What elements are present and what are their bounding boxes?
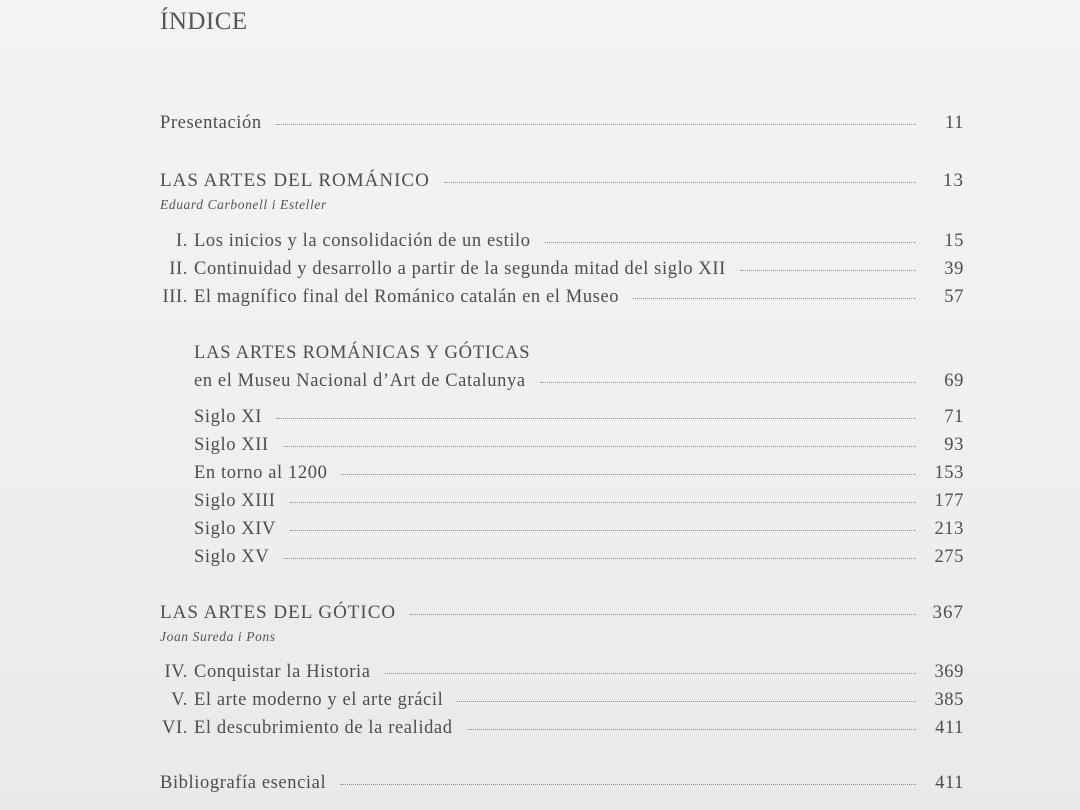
dot-leader [457, 700, 916, 702]
dot-leader [283, 445, 916, 447]
toc-entry-label: Bibliografía esencial [160, 773, 327, 793]
toc-page-number: 385 [934, 690, 964, 710]
chapter-label: Conquistar la Historia [194, 662, 371, 682]
museu-heading: LAS ARTES ROMÁNICAS Y GÓTICAS [194, 343, 531, 363]
museu-subheading: en el Museu Nacional d’Art de Catalunya [194, 371, 526, 391]
toc-chapter [160, 690, 964, 711]
toc-page-number: 177 [934, 491, 964, 511]
toc-page-number: 39 [944, 259, 964, 279]
toc-section-label: LAS ARTES DEL GÓTICO [160, 602, 397, 623]
toc-page-number: 411 [935, 773, 964, 793]
subentry-label: Siglo XIII [194, 491, 276, 511]
toc-page-number: 11 [944, 113, 964, 133]
toc-entry-museu [194, 371, 964, 392]
toc-page-number: 57 [944, 287, 964, 307]
toc-section-romanico [160, 170, 964, 192]
chapter-number: I. [176, 231, 188, 251]
dot-leader [444, 181, 916, 183]
chapter-label: Continuidad y desarrollo a partir de la segunda mitad del siglo XII [194, 259, 726, 279]
toc-subentry [194, 407, 964, 428]
toc-subentry [194, 547, 964, 568]
toc-chapter [160, 662, 964, 683]
toc-page-number: 15 [944, 231, 964, 251]
toc-page-number: 13 [943, 170, 964, 191]
toc-page-number: 71 [944, 407, 964, 427]
dot-leader [290, 501, 916, 503]
dot-leader [290, 529, 916, 531]
chapter-label: El descubrimiento de la realidad [194, 718, 453, 738]
toc-chapter [160, 718, 964, 739]
dot-leader [545, 241, 916, 243]
dot-leader [740, 269, 916, 271]
page-title: ÍNDICE [160, 8, 248, 35]
toc-subentry [194, 435, 964, 456]
toc-chapter [160, 287, 964, 308]
chapter-number: VI. [162, 718, 188, 738]
chapter-number: IV. [164, 662, 188, 682]
toc-subentry [194, 519, 964, 540]
toc-page-number: 153 [934, 463, 964, 483]
section-author: Joan Sureda i Pons [160, 629, 276, 644]
dot-leader [385, 672, 916, 674]
toc-page-number: 367 [932, 602, 964, 623]
toc-subentry [194, 491, 964, 512]
dot-leader [467, 728, 916, 730]
subentry-label: Siglo XIV [194, 519, 276, 539]
toc-entry-label: Presentación [160, 113, 262, 133]
toc-section-label: LAS ARTES DEL ROMÁNICO [160, 170, 430, 191]
chapter-number: V. [171, 690, 188, 710]
subentry-label: Siglo XV [194, 547, 270, 567]
dot-leader [283, 557, 916, 559]
toc-entry-presentacion [160, 113, 964, 134]
section-author: Eduard Carbonell i Esteller [160, 197, 327, 212]
toc-chapter [160, 259, 964, 280]
toc-chapter [160, 231, 964, 252]
toc-page-number: 275 [934, 547, 964, 567]
toc-page-number: 93 [944, 435, 964, 455]
dot-leader [341, 473, 916, 475]
chapter-number: III. [162, 287, 188, 307]
toc-page-number: 69 [944, 371, 964, 391]
dot-leader [276, 417, 916, 419]
toc-page-number: 369 [934, 662, 964, 682]
dot-leader [276, 123, 916, 125]
chapter-label: El arte moderno y el arte grácil [194, 690, 444, 710]
toc-page-number: 213 [934, 519, 964, 539]
chapter-number: II. [169, 259, 188, 279]
dot-leader [410, 613, 916, 615]
toc-section-gotico [160, 602, 964, 624]
subentry-label: Siglo XI [194, 407, 263, 427]
toc-page-number: 411 [935, 718, 964, 738]
dot-leader [540, 381, 916, 383]
dot-leader [340, 783, 916, 785]
chapter-label: Los inicios y la consolidación de un estilo [194, 231, 531, 251]
subentry-label: En torno al 1200 [194, 463, 328, 483]
chapter-label: El magnífico final del Románico catalán en el Museo [194, 287, 620, 307]
toc-entry-bibliografia [160, 773, 964, 794]
subentry-label: Siglo XII [194, 435, 269, 455]
toc-subentry [194, 463, 964, 484]
dot-leader [633, 297, 916, 299]
